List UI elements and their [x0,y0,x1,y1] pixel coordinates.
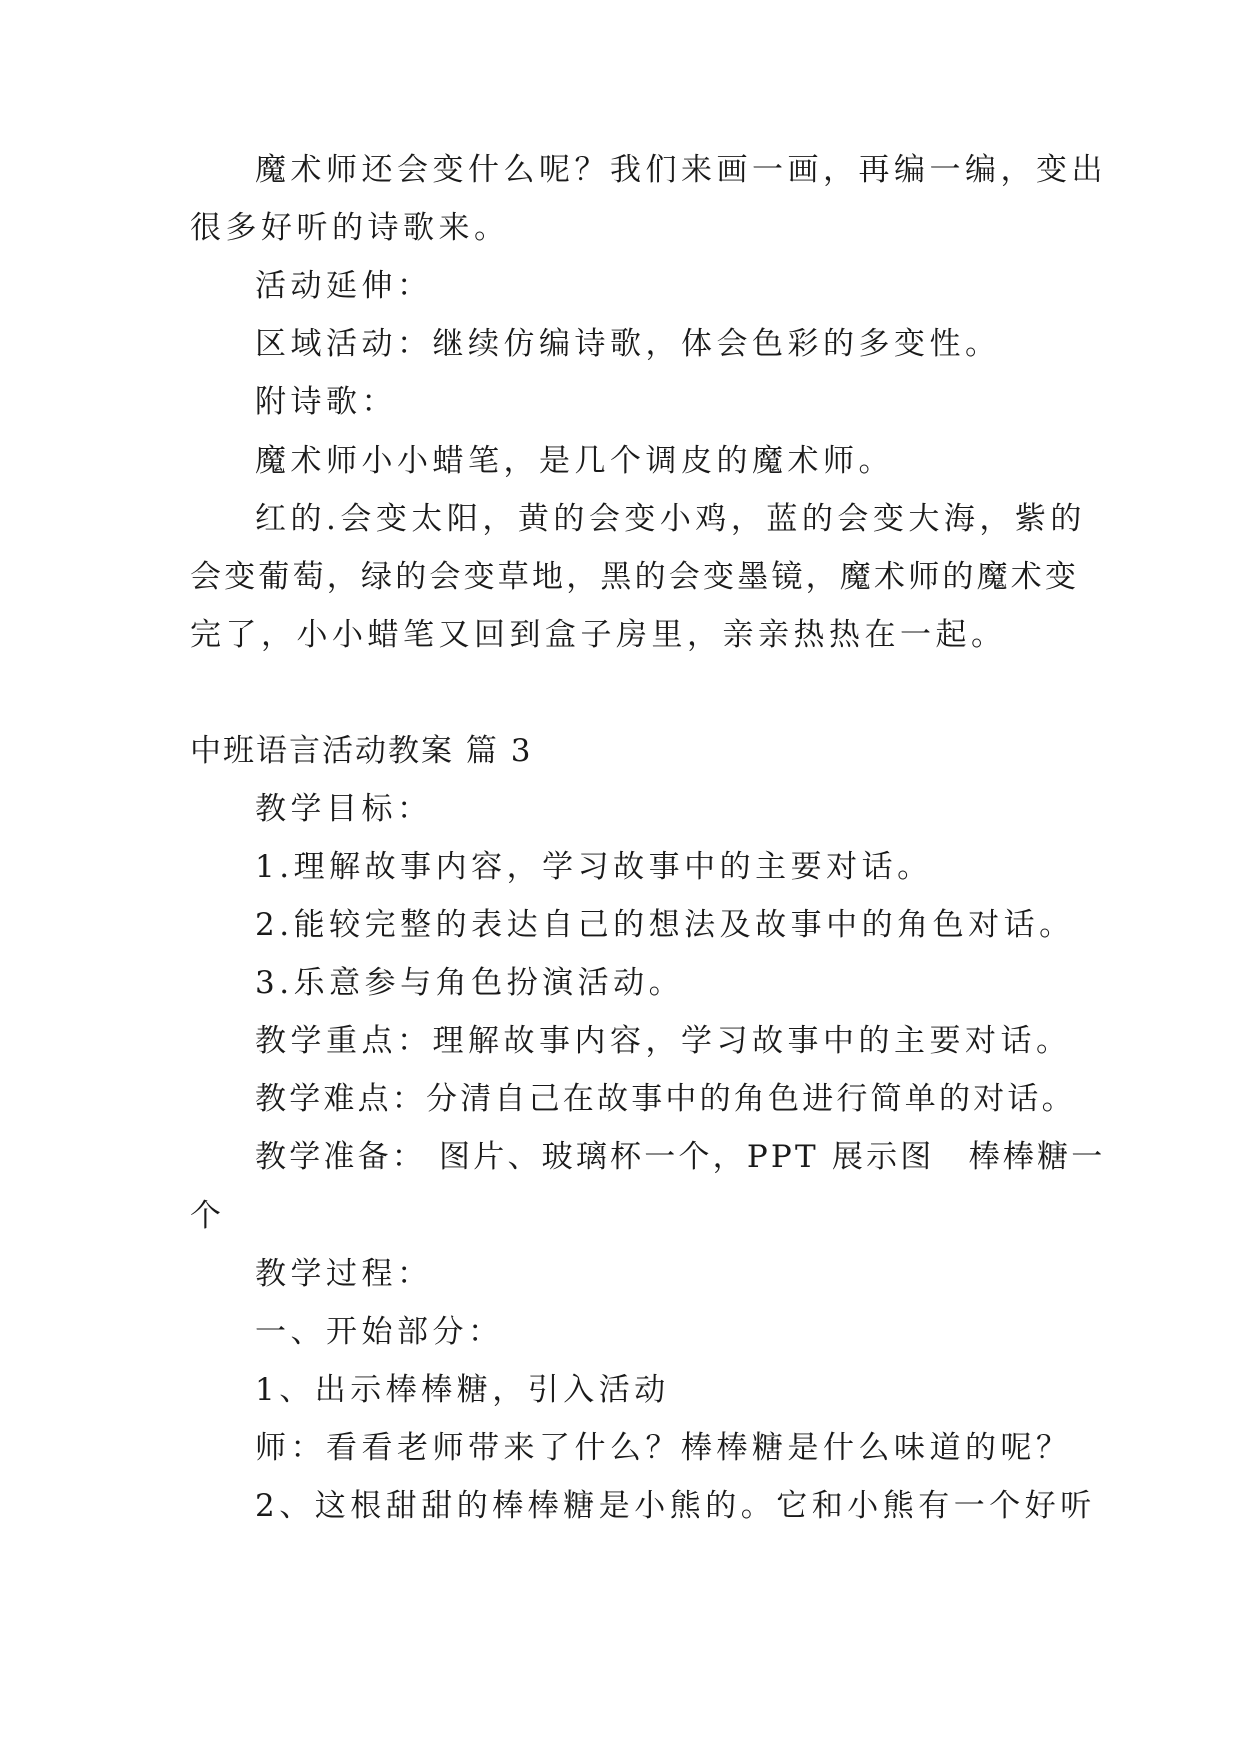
paragraph-line: 会变葡萄，绿的会变草地，黑的会变墨镜，魔术师的魔术变 [190,559,1080,595]
paragraph-line: 区域活动：继续仿编诗歌，体会色彩的多变性。 [255,326,1001,362]
paragraph-line: 一、开始部分： [255,1314,504,1350]
paragraph-line: 师：看看老师带来了什么？棒棒糖是什么味道的呢？ [255,1430,1072,1466]
paragraph-line: 教学过程： [255,1256,433,1292]
paragraph-line: 很多好听的诗歌来。 [190,210,510,246]
paragraph-line: 个 [190,1198,226,1234]
paragraph-line: 教学准备： 图片、玻璃杯一个，PPT 展示图 棒棒糖一 [255,1139,1106,1175]
paragraph-line: 3.乐意参与角色扮演活动。 [255,965,685,1001]
section-heading: 中班语言活动教案 篇 3 [190,733,533,769]
paragraph-line: 教学重点：理解故事内容，学习故事中的主要对话。 [255,1023,1072,1059]
paragraph-line: 魔术师还会变什么呢？我们来画一画，再编一编，变出 [255,152,1107,188]
paragraph-line: 1、出示棒棒糖，引入活动 [255,1372,670,1408]
paragraph-line: 教学难点：分清自己在故事中的角色进行简单的对话。 [255,1081,1076,1117]
paragraph-line: 红的.会变太阳，黄的会变小鸡，蓝的会变大海，紫的 [255,501,1086,537]
paragraph-line: 教学目标： [255,791,433,827]
paragraph-line: 完了，小小蜡笔又回到盒子房里，亲亲热热在一起。 [190,617,1007,653]
paragraph-line: 1.理解故事内容，学习故事中的主要对话。 [255,849,933,885]
paragraph-line: 魔术师小小蜡笔，是几个调皮的魔术师。 [255,443,894,479]
paragraph-line: 附诗歌： [255,384,397,420]
paragraph-line: 活动延伸： [255,268,433,304]
paragraph-line: 2.能较完整的表达自己的想法及故事中的角色对话。 [255,907,1075,943]
paragraph-line: 2、这根甜甜的棒棒糖是小熊的。它和小熊有一个好听 [255,1488,1096,1524]
